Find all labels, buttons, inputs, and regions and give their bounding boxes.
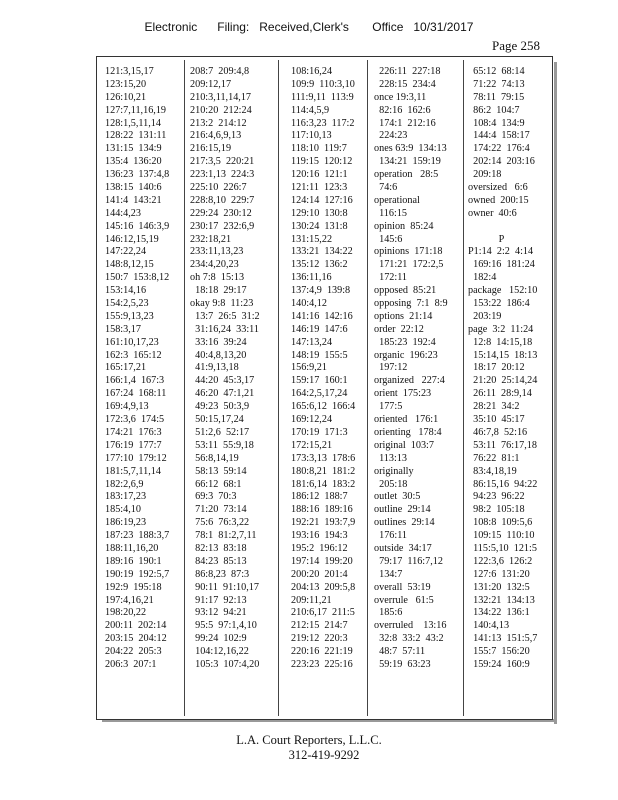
index-entry: 140:4,13: [468, 620, 510, 632]
index-entry: 205:18: [374, 478, 408, 490]
index-entry: outline 29:14: [374, 504, 431, 516]
index-entry: 129:10 130:8: [291, 207, 348, 219]
index-entry: 223:23 225:16: [291, 658, 353, 670]
index-entry: 182:4: [468, 272, 497, 284]
index-entry: 182:2,6,9: [105, 478, 144, 490]
index-entry: 35:10 45:17: [468, 414, 525, 426]
reporter-phone: 312-419-9292: [288, 748, 360, 762]
index-entry: 186:19,23: [105, 517, 147, 529]
page-footer: [0, 733, 618, 763]
index-entry: 146:12,15,19: [105, 233, 159, 245]
index-entry: 95:5 97:1,4,10: [190, 620, 257, 632]
index-entry: 216:4,6,9,13: [190, 130, 242, 142]
index-entry: 26:11 28:9,14: [468, 388, 532, 400]
index-entry: 162:3 165:12: [105, 349, 162, 361]
index-entry: operational: [374, 194, 420, 206]
index-entry: 105:3 107:4,20: [190, 658, 260, 670]
index-entry: 122:3,6 126:2: [468, 555, 533, 567]
index-entry: 186:12 188:7: [291, 491, 348, 503]
index-entry: 169:16 181:24: [468, 259, 535, 271]
index-entry: 126:10,21: [105, 91, 147, 103]
index-entry: 59:19 63:23: [374, 658, 431, 670]
index-entry: 46:7,8 52:16: [468, 426, 528, 438]
index-entry: P: [468, 233, 505, 245]
index-entry: 171:21 172:2,5: [374, 259, 444, 271]
index-entry: 31:16,24 33:11: [190, 323, 259, 335]
index-entry: 166:1,4 167:3: [105, 375, 165, 387]
index-entry: originally: [374, 465, 414, 477]
index-entry: 28:21 34:2: [468, 401, 520, 413]
index-entry: 161:10,17,23: [105, 336, 159, 348]
index-column-3: [291, 66, 366, 672]
index-entry: 71:22 74:13: [468, 78, 525, 90]
index-entry: 111:9,11 113:9: [291, 91, 354, 103]
index-entry: 225:10 226:7: [190, 182, 247, 194]
index-entry: 228:15 234:4: [374, 78, 436, 90]
index-entry: 119:15 120:12: [291, 156, 353, 168]
index-entry: 169:12,24: [291, 414, 333, 426]
index-entry: 15:14,15 18:13: [468, 349, 538, 361]
index-entry: 176:19 177:7: [105, 439, 162, 451]
index-entry: 108:4 134:9: [468, 117, 525, 129]
index-entry: 56:8,14,19: [190, 452, 239, 464]
index-entry: outside 34:17: [374, 542, 432, 554]
index-entry: 18:17 20:12: [468, 362, 525, 374]
index-entry: 164:2,5,17,24: [291, 388, 348, 400]
filing-stamp: Electronic Filing: Received,Clerk's Office 10/31/2017: [144, 20, 474, 34]
index-entry: 141:4 143:21: [105, 194, 162, 206]
index-entry: 167:24 168:11: [105, 388, 167, 400]
index-entry: 99:24 102:9: [190, 633, 247, 645]
index-entry: 213:2 214:12: [190, 117, 247, 129]
index-entry: 93:12 94:21: [190, 607, 247, 619]
index-entry: 18:18 29:17: [190, 285, 247, 297]
index-entry: 41:9,13,18: [190, 362, 239, 374]
index-entry: 230:17 232:6,9: [190, 220, 255, 232]
index-entry: oversized 6:6: [468, 182, 528, 194]
index-entry: opinion 85:24: [374, 220, 434, 232]
index-entry: 69:3 70:3: [190, 491, 237, 503]
index-entry: 198:20,22: [105, 607, 147, 619]
index-entry: 224:23: [374, 130, 408, 142]
index-entry: 136:11,16: [291, 272, 332, 284]
index-entry: 183:17,23: [105, 491, 147, 503]
index-entry: opinions 171:18: [374, 246, 443, 258]
index-entry: 158:3,17: [105, 323, 141, 335]
index-entry: overrule 61:5: [374, 594, 434, 606]
index-entry: [468, 221, 550, 234]
index-entry: 156:9,21: [291, 362, 327, 374]
index-entry: 141:16 142:16: [291, 310, 353, 322]
index-entry: 108:16,24: [291, 66, 333, 77]
index-entry: 204:13 209:5,8: [291, 581, 356, 593]
index-entry: 75:6 76:3,22: [190, 517, 250, 529]
index-entry: 209:11,21: [291, 594, 332, 606]
index-entry: 116:3,23 117:2: [291, 117, 355, 129]
index-entry: 134:7: [374, 568, 403, 580]
index-entry: 223:1,13 224:3: [190, 169, 255, 181]
index-entry: 220:16 221:19: [291, 646, 353, 658]
index-entry: 232:18,21: [190, 233, 232, 245]
column-divider: [184, 60, 185, 716]
index-entry: 219:12 220:3: [291, 633, 348, 645]
index-entry: 40:4,8,13,20: [190, 349, 247, 361]
page-number: Page 258: [491, 38, 540, 53]
index-entry: 131:20 132:5: [468, 581, 530, 593]
index-entry: 12:8 14:15,18: [468, 336, 533, 348]
column-divider: [367, 60, 368, 716]
index-entry: 192:9 195:18: [105, 581, 162, 593]
index-entry: 130:24 131:8: [291, 220, 348, 232]
index-entry: options 21:14: [374, 310, 433, 322]
index-entry: 44:20 45:3,17: [190, 375, 255, 387]
index-entry: oriented 176:1: [374, 414, 439, 426]
index-entry: owned 200:15: [468, 194, 529, 206]
index-entry: 234:4,20,23: [190, 259, 239, 271]
index-entry: 114:4,5,9: [291, 104, 330, 116]
index-entry: 145:6: [374, 233, 403, 245]
index-entry: 76:22 81:1: [468, 452, 520, 464]
index-entry: 78:11 79:15: [468, 91, 525, 103]
index-entry: operation 28:5: [374, 169, 439, 181]
index-entry: 173:3,13 178:6: [291, 452, 356, 464]
index-entry: original 103:7: [374, 439, 434, 451]
page-header: [0, 0, 618, 60]
index-entry: 131:15,22: [291, 233, 333, 245]
index-entry: 190:19 192:5,7: [105, 568, 170, 580]
index-entry: 197:12: [374, 362, 408, 374]
index-entry: 210:3,11,14,17: [190, 91, 252, 103]
index-entry: 134:22 136:1: [468, 607, 530, 619]
index-entry: 86:15,16 94:22: [468, 478, 538, 490]
index-entry: 172:11: [374, 272, 408, 284]
index-entry: 82:13 83:18: [190, 542, 247, 554]
index-entry: 46:20 47:1,21: [190, 388, 255, 400]
index-entry: 210:6,17 211:5: [291, 607, 355, 619]
index-entry: 204:22 205:3: [105, 646, 162, 658]
index-entry: 121:11 123:3: [291, 182, 348, 194]
index-entry: 197:14 199:20: [291, 555, 353, 567]
index-entry: 187:23 188:3,7: [105, 530, 170, 542]
index-entry: orient 175:23: [374, 388, 432, 400]
index-entry: 174:22 176:4: [468, 143, 530, 155]
index-entry: 21:20 25:14,24: [468, 375, 538, 387]
index-entry: 132:21 134:13: [468, 594, 535, 606]
index-entry: 185:4,10: [105, 504, 141, 516]
index-entry: 84:23 85:13: [190, 555, 247, 567]
index-entry: once 19:3,11: [374, 91, 427, 103]
index-entry: 174:1 212:16: [374, 117, 436, 129]
index-entry: 116:15: [374, 207, 408, 219]
index-column-5: [468, 66, 550, 672]
index-entry: 98:2 105:18: [468, 504, 525, 516]
index-entry: 134:21 159:19: [374, 156, 441, 168]
index-entry: 206:3 207:1: [105, 658, 157, 670]
index-entry: 169:4,9,13: [105, 401, 149, 413]
index-entry: 135:4 136:20: [105, 156, 162, 168]
index-entry: 94:23 96:22: [468, 491, 525, 503]
index-entry: 120:16 121:1: [291, 169, 348, 181]
index-entry: 137:4,9 139:8: [291, 285, 351, 297]
index-entry: 192:21 193:7,9: [291, 517, 356, 529]
index-entry: 147:13,24: [291, 336, 333, 348]
reporter-company: L.A. Court Reporters, L.L.C.: [236, 733, 382, 747]
index-entry: outlet 30:5: [374, 491, 421, 503]
index-entry: 86:2 104:7: [468, 104, 520, 116]
index-entry: 203:19: [468, 310, 502, 322]
index-entry: 209:18: [468, 169, 502, 181]
index-entry: page 3:2 11:24: [468, 323, 534, 335]
index-entry: outlines 29:14: [374, 517, 435, 529]
index-entry: 228:8,10 229:7: [190, 194, 255, 206]
index-entry: 185:6: [374, 607, 403, 619]
index-entry: 58:13 59:14: [190, 465, 247, 477]
index-entry: 148:8,12,15: [105, 259, 154, 271]
index-column-4: [374, 66, 462, 672]
index-entry: 153:22 186:4: [468, 298, 530, 310]
index-entry: 108:8 109:5,6: [468, 517, 533, 529]
column-divider: [463, 60, 464, 716]
index-entry: 189:16 190:1: [105, 555, 162, 567]
index-entry: 66:12 68:1: [190, 478, 242, 490]
index-entry: 177:5: [374, 401, 403, 413]
index-entry: 154:2,5,23: [105, 298, 149, 310]
index-entry: 51:2,6 52:17: [190, 426, 250, 438]
index-entry: overall 53:19: [374, 581, 431, 593]
index-entry: 148:19 155:5: [291, 349, 348, 361]
index-entry: 170:19 171:3: [291, 426, 348, 438]
index-entry: 124:14 127:16: [291, 194, 353, 206]
index-entry: 193:16 194:3: [291, 530, 348, 542]
index-entry: 200:20 201:4: [291, 568, 348, 580]
index-entry: 113:13: [374, 452, 408, 464]
index-entry: 177:10 179:12: [105, 452, 167, 464]
index-entry: 188:16 189:16: [291, 504, 353, 516]
index-entry: 33:16 39:24: [190, 336, 247, 348]
index-entry: 144:4,23: [105, 207, 141, 219]
index-entry: organized 227:4: [374, 375, 445, 387]
index-entry: 146:19 147:6: [291, 323, 348, 335]
index-entry: 136:23 137:4,8: [105, 169, 170, 181]
column-divider: [278, 60, 279, 716]
index-entry: 127:6 131:20: [468, 568, 530, 580]
index-entry: 203:15 204:12: [105, 633, 167, 645]
index-entry: 50:15,17,24: [190, 414, 244, 426]
index-entry: 212:15 214:7: [291, 620, 348, 632]
index-entry: 74:6: [374, 182, 398, 194]
index-entry: 172:3,6 174:5: [105, 414, 165, 426]
index-entry: 216:15,19: [190, 143, 232, 155]
index-entry: 115:5,10 121:5: [468, 542, 537, 554]
index-entry: 172:15,21: [291, 439, 333, 451]
index-entry: 210:20 212:24: [190, 104, 252, 116]
index-entry: overruled 13:16: [374, 620, 447, 632]
index-entry: owner 40:6: [468, 207, 517, 219]
index-entry: 121:3,15,17: [105, 66, 154, 77]
index-entry: 226:11 227:18: [374, 66, 441, 77]
index-entry: 176:11: [374, 530, 408, 542]
index-entry: 159:17 160:1: [291, 375, 348, 387]
index-entry: 165:17,21: [105, 362, 147, 374]
frame-shadow-right: [554, 62, 557, 724]
index-entry: 118:10 119:7: [291, 143, 347, 155]
index-entry: 79:17 116:7,12: [374, 555, 443, 567]
index-column-2: [190, 66, 276, 672]
index-entry: 180:8,21 181:2: [291, 465, 356, 477]
index-entry: 202:14 203:16: [468, 156, 535, 168]
index-entry: 150:7 153:8,12: [105, 272, 170, 284]
index-entry: 90:11 91:10,17: [190, 581, 259, 593]
index-entry: 78:1 81:2,7,11: [190, 530, 257, 542]
index-entry: 181:6,14 183:2: [291, 478, 356, 490]
index-entry: 159:24 160:9: [468, 658, 530, 670]
index-entry: 127:7,11,16,19: [105, 104, 167, 116]
index-entry: 53:11 76:17,18: [468, 439, 537, 451]
index-entry: okay 9:8 11:23: [190, 298, 254, 310]
index-entry: 128:1,5,11,14: [105, 117, 161, 129]
index-entry: 13:7 26:5 31:2: [190, 310, 260, 322]
index-entry: order 22:12: [374, 323, 424, 335]
index-entry: 155:7 156:20: [468, 646, 530, 658]
index-entry: 128:22 131:11: [105, 130, 167, 142]
index-entry: 229:24 230:12: [190, 207, 252, 219]
index-entry: 123:15,20: [105, 78, 147, 90]
index-entry: ones 63:9 134:13: [374, 143, 447, 155]
index-entry: 153:14,16: [105, 285, 147, 297]
index-entry: 185:23 192:4: [374, 336, 436, 348]
index-entry: orienting 178:4: [374, 426, 442, 438]
index-entry: organic 196:23: [374, 349, 438, 361]
index-entry: 145:16 146:3,9: [105, 220, 170, 232]
index-entry: 131:15 134:9: [105, 143, 162, 155]
index-entry: 155:9,13,23: [105, 310, 154, 322]
index-entry: 195:2 196:12: [291, 542, 348, 554]
index-entry: 233:11,13,23: [190, 246, 244, 258]
index-entry: 209:12,17: [190, 78, 232, 90]
index-entry: 138:15 140:6: [105, 182, 162, 194]
index-entry: 217:3,5 220:21: [190, 156, 255, 168]
index-entry: 200:11 202:14: [105, 620, 167, 632]
index-entry: P1:14 2:2 4:14: [468, 246, 534, 258]
index-entry: 140:4,12: [291, 298, 327, 310]
index-entry: 32:8 33:2 43:2: [374, 633, 444, 645]
index-entry: 48:7 57:11: [374, 646, 426, 658]
index-entry: 141:13 151:5,7: [468, 633, 538, 645]
index-entry: 104:12,16,22: [190, 646, 249, 658]
index-column-1: [105, 66, 183, 672]
index-entry: 117:10,13: [291, 130, 332, 142]
index-entry: 82:16 162:6: [374, 104, 431, 116]
index-entry: 135:12 136:2: [291, 259, 348, 271]
index-entry: oh 7:8 15:13: [190, 272, 245, 284]
index-entry: 181:5,7,11,14: [105, 465, 161, 477]
index-entry: opposing 7:1 8:9: [374, 298, 448, 310]
index-entry: 165:6,12 166:4: [291, 401, 356, 413]
index-entry: 147:22,24: [105, 246, 147, 258]
index-entry: opposed 85:21: [374, 285, 437, 297]
index-entry: 109:15 110:10: [468, 530, 535, 542]
index-entry: 86:8,23 87:3: [190, 568, 250, 580]
index-entry: 91:17 92:13: [190, 594, 247, 606]
index-entry: 53:11 55:9,18: [190, 439, 254, 451]
index-entry: 174:21 176:3: [105, 426, 162, 438]
index-entry: 188:11,16,20: [105, 542, 159, 554]
index-entry: package 152:10: [468, 285, 538, 297]
index-entry: 71:20 73:14: [190, 504, 247, 516]
index-entry: 197:4,16,21: [105, 594, 154, 606]
index-entry: 144:4 158:17: [468, 130, 530, 142]
index-entry: 49:23 50:3,9: [190, 401, 250, 413]
index-entry: 109:9 110:3,10: [291, 78, 355, 90]
index-entry: 83:4,18,19: [468, 465, 517, 477]
index-entry: 208:7 209:4,8: [190, 66, 250, 77]
index-entry: 65:12 68:14: [468, 66, 525, 77]
index-entry: 133:21 134:22: [291, 246, 353, 258]
